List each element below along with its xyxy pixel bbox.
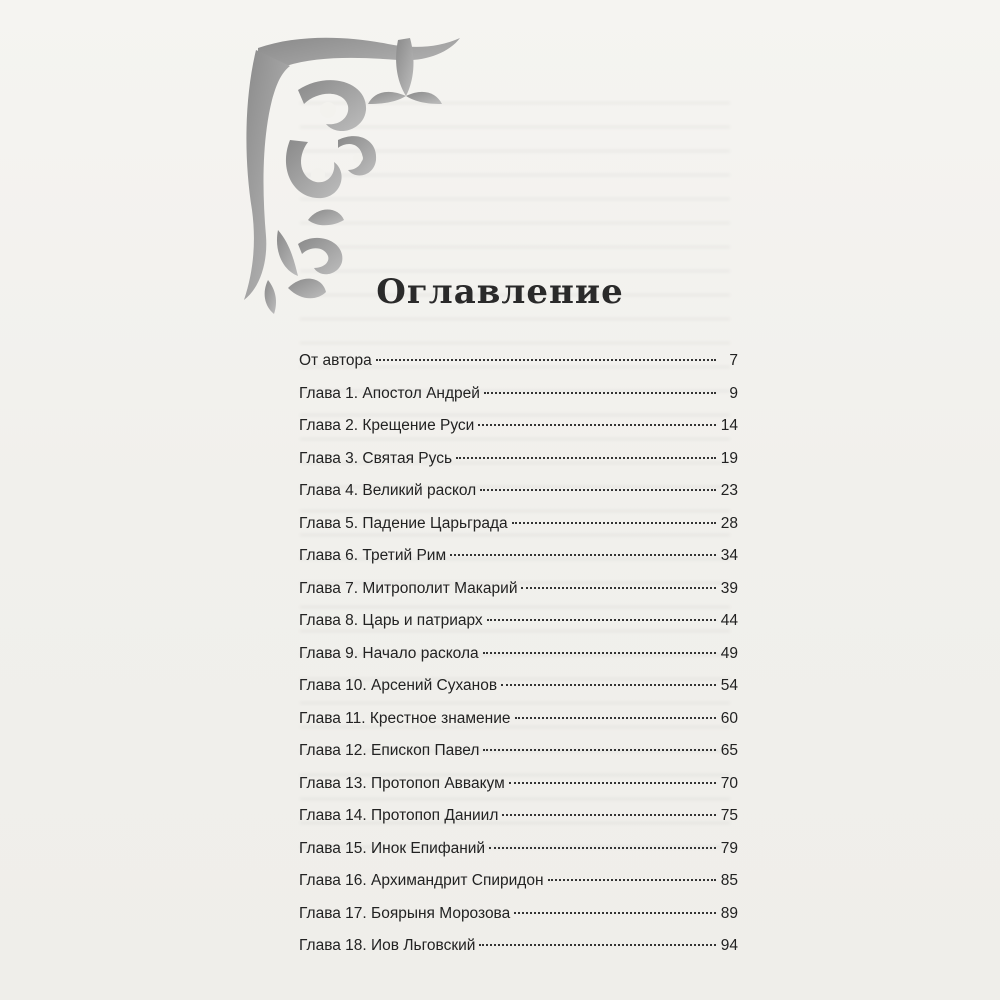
toc-entry-page: 7 [729, 352, 738, 369]
dot-leader [450, 554, 716, 556]
toc-entry-title: Глава 17. Боярыня Морозова [299, 904, 511, 922]
dot-leader [515, 717, 716, 719]
toc-entry [299, 905, 738, 938]
toc-entry-page: 70 [720, 774, 738, 792]
dot-leader [487, 619, 716, 621]
toc-entry-page: 19 [720, 449, 738, 467]
dot-leader [483, 652, 716, 654]
toc-entry [299, 547, 738, 580]
toc-entry [299, 612, 738, 645]
toc-entry [299, 450, 738, 483]
toc-entry [299, 807, 738, 840]
dot-leader [479, 944, 716, 946]
toc-entry-page: 85 [720, 872, 738, 889]
toc-entry-page: 44 [720, 612, 738, 629]
toc-entry-title: Глава 8. Царь и патриарх [299, 612, 483, 629]
toc-entry-page: 89 [720, 904, 738, 922]
dot-leader [501, 684, 716, 686]
toc-entry [299, 385, 738, 418]
dot-leader [509, 782, 716, 784]
dot-leader [483, 749, 716, 751]
toc-entry [299, 872, 738, 905]
toc-entry [299, 515, 738, 548]
table-of-contents [299, 352, 738, 970]
toc-entry-page: 79 [720, 839, 738, 857]
toc-entry-title: Глава 15. Инок Епифаний [299, 839, 486, 857]
toc-entry-title: Глава 6. Третий Рим [299, 547, 447, 564]
toc-entry-title: Глава 5. Падение Царьграда [299, 514, 508, 532]
dot-leader [456, 457, 716, 459]
toc-entry-title: Глава 3. Святая Русь [299, 449, 453, 467]
toc-entry-page: 28 [720, 514, 738, 532]
toc-entry-title: Глава 16. Архимандрит Спиридон [299, 872, 544, 889]
toc-entry [299, 417, 738, 450]
dot-leader [512, 522, 716, 524]
toc-entry [299, 840, 738, 873]
toc-entry-page: 34 [720, 547, 738, 564]
dot-leader [478, 424, 716, 426]
toc-entry [299, 580, 738, 613]
toc-entry-title: Глава 2. Крещение Руси [299, 417, 475, 434]
toc-entry-title: Глава 11. Крестное знамение [299, 709, 511, 727]
toc-entry-title: Глава 10. Арсений Суханов [299, 677, 498, 694]
toc-entry-title: Глава 14. Протопоп Даниил [299, 807, 499, 824]
toc-entry-title: Глава 4. Великий раскол [299, 482, 477, 499]
dot-leader [484, 392, 716, 394]
toc-entry-title: Глава 9. Начало раскола [299, 644, 479, 662]
toc-entry-page: 23 [720, 482, 738, 499]
toc-entry-title: Глава 12. Епископ Павел [299, 742, 480, 759]
toc-entry-page: 39 [720, 579, 738, 597]
toc-entry [299, 482, 738, 515]
dot-leader [502, 814, 716, 816]
toc-entry-page: 94 [720, 937, 738, 954]
toc-entry-page: 75 [720, 807, 738, 824]
toc-entry [299, 352, 738, 385]
toc-entry [299, 937, 738, 970]
toc-entry-page: 14 [720, 417, 738, 434]
toc-entry-page: 54 [720, 677, 738, 694]
dot-leader [376, 359, 716, 361]
dot-leader [480, 489, 716, 491]
toc-entry-title: От автора [299, 352, 372, 369]
toc-entry-page: 65 [720, 742, 738, 759]
dot-leader [548, 879, 716, 881]
toc-entry [299, 645, 738, 678]
toc-entry [299, 775, 738, 808]
toc-entry-title: Глава 7. Митрополит Макарий [299, 579, 518, 597]
toc-entry-title: Глава 1. Апостол Андрей [299, 384, 480, 402]
toc-entry [299, 710, 738, 743]
dot-leader [514, 912, 716, 914]
toc-entry [299, 742, 738, 775]
toc-entry-page: 60 [720, 709, 738, 727]
toc-entry-title: Глава 13. Протопоп Аввакум [299, 774, 505, 792]
toc-entry-page: 9 [729, 384, 738, 402]
dot-leader [489, 847, 716, 849]
dot-leader [521, 587, 716, 589]
toc-entry-page: 49 [720, 644, 738, 662]
toc-entry-title: Глава 18. Иов Льговский [299, 937, 476, 954]
page-title: Оглавление [376, 272, 624, 312]
toc-entry [299, 677, 738, 710]
